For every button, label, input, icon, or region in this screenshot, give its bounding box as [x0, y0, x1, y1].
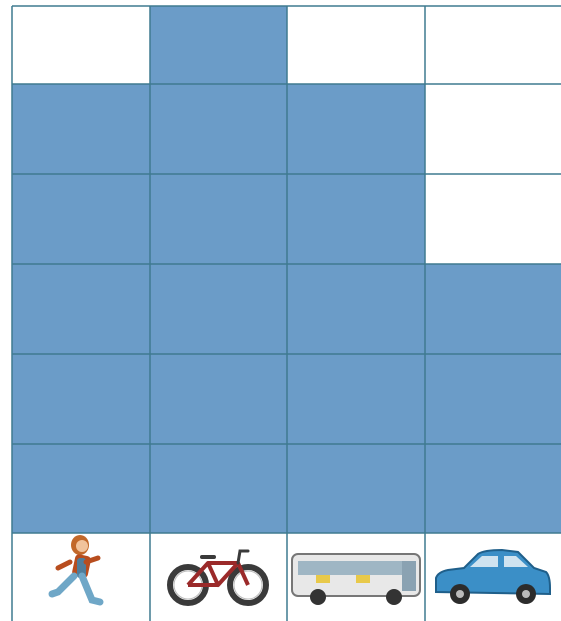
bar-cell-bicycle: [150, 6, 287, 84]
walking-child-icon: [52, 535, 100, 602]
bar-cell-bus: [287, 174, 425, 264]
bar-cell-bicycle: [150, 444, 287, 533]
icon-row: [52, 535, 550, 605]
bar-cell-walking: [12, 444, 150, 533]
bicycle-icon: [170, 551, 266, 603]
bar-cell-bus: [287, 84, 425, 174]
bar-cell-car: [425, 444, 561, 533]
empty-cell-car: [425, 6, 561, 84]
empty-cell-walking: [12, 6, 150, 84]
bar-cell-walking: [12, 354, 150, 444]
bar-cell-bicycle: [150, 174, 287, 264]
bar-cell-bus: [287, 354, 425, 444]
bar-cell-car: [425, 354, 561, 444]
car-icon: [436, 550, 550, 604]
empty-cell-car: [425, 174, 561, 264]
bar-cell-walking: [12, 174, 150, 264]
bar-cell-bicycle: [150, 84, 287, 174]
bar-cell-bus: [287, 264, 425, 354]
bar-cell-bicycle: [150, 354, 287, 444]
empty-cell-bus: [287, 6, 425, 84]
bar-cell-car: [425, 264, 561, 354]
bar-cell-bicycle: [150, 264, 287, 354]
bar-cell-walking: [12, 264, 150, 354]
bus-icon: [292, 554, 420, 605]
bar-cell-walking: [12, 84, 150, 174]
bar-cell-bus: [287, 444, 425, 533]
empty-cell-car: [425, 84, 561, 174]
